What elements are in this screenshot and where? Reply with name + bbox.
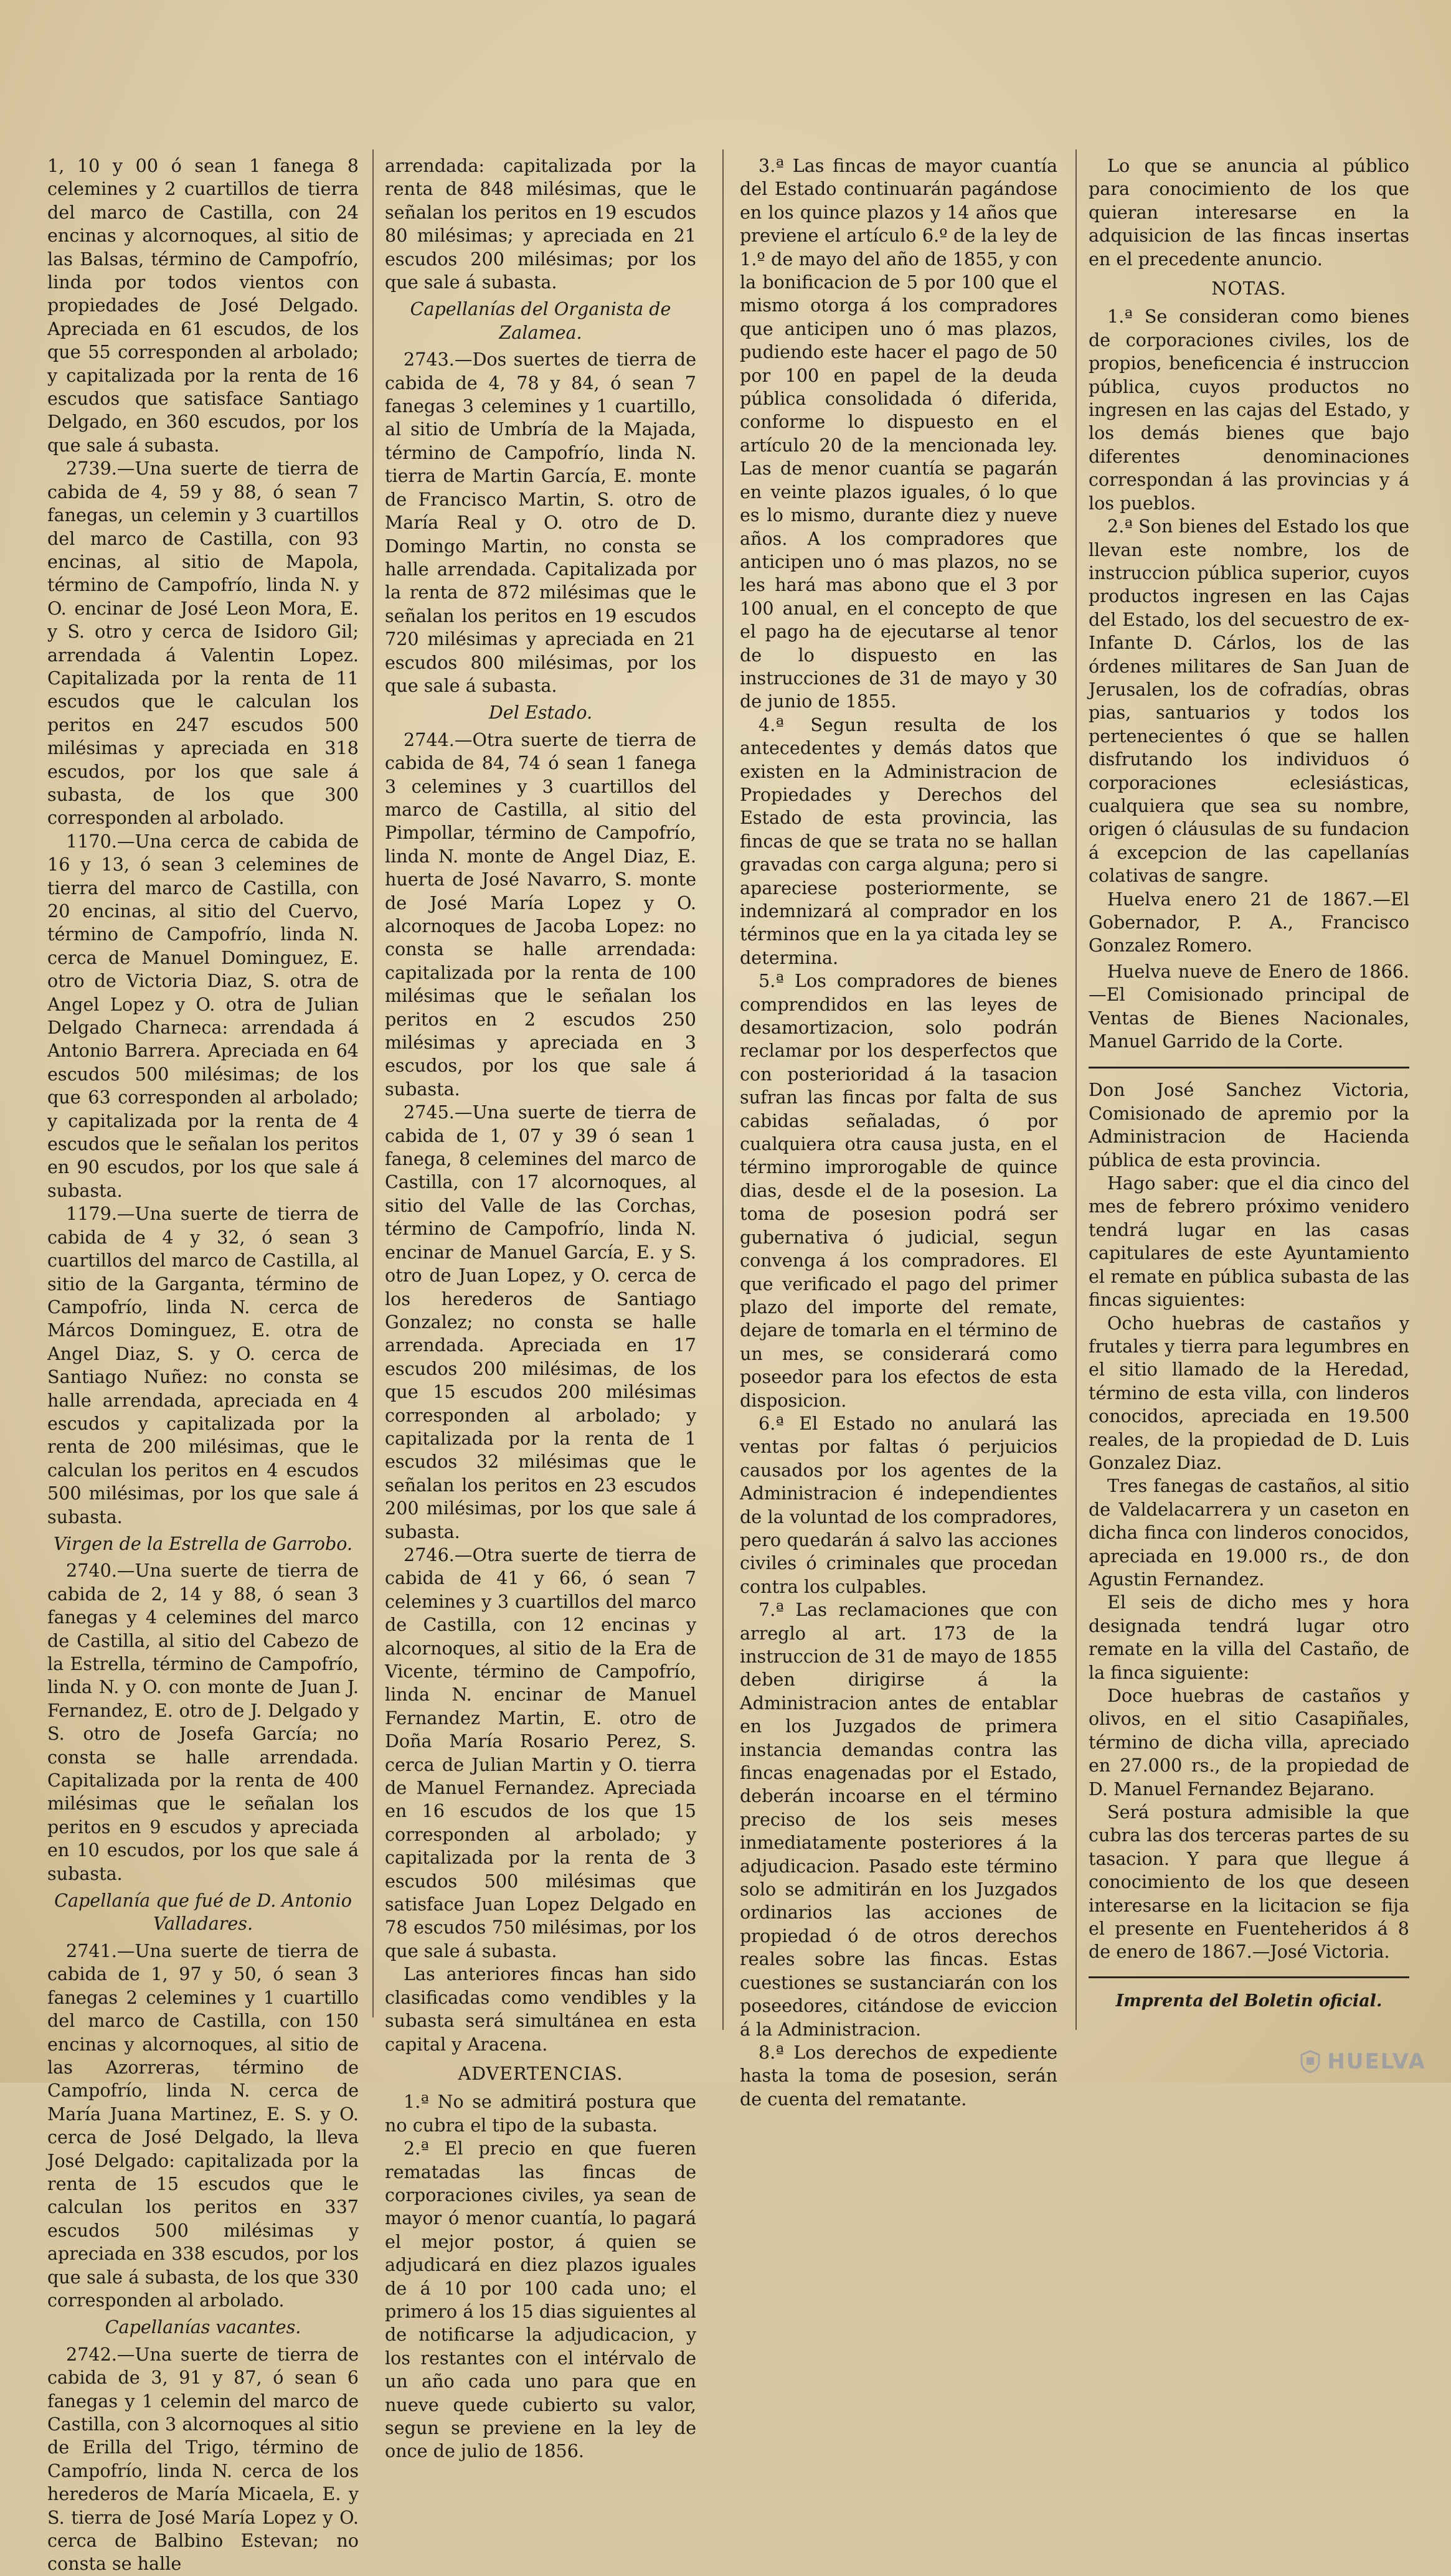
paragraph: 2.ª Son bienes del Estado los que llevan este nombre, los de instruccion pública superior, cuyos productos ingresen en las Cajas del Estado, los del secuestro de ex-Infante D. Cárlos, los de las órdenes militares de San Juan de Jerusalen, los de cofradías, obras pias, santuarios y todos los pertenecientes ó que se hallen disfrutando los individuos ó corporaciones eclesiásticas, cualquiera que sea su nombre, origen ó cláusulas de su fundacion á excepcion de las capellanías colativas de sangre. [1089,516,1409,887]
section-heading: Capellanías del Organista de Zalamea. [410,298,671,343]
paragraph: 2746.—Otra suerte de tierra de cabida de 41 y 66, ó sean 7 celemines y 3 cuartillos del marco de Castilla, con 12 encinas y alcornoques, al sitio de la Era de Vicente, término de Campofrío, linda N. encinar de Manuel Fernandez Martin, E. otro de Doña María Rosario Perez, S. cerca de Julian Martin y O. tierra de Manuel Fernandez. Apreciada en 16 escudos de los que 15 corresponden al arbolado; y capitalizada por la renta de 3 escudos 500 milésimas que satisface Juan Lopez Delgado en 78 escudos 750 milésimas, por los que sale á subasta. [385,1544,696,1961]
advertencias-heading: ADVERTENCIAS. [458,2062,623,2084]
paragraph: 2.ª El precio en que fueren rematadas las fincas de corporaciones civiles, ya sean de mayor ó menor cuantía, lo pagará el mejor postor, á quien se adjudicará en diez plazos iguales de á 10 por 100 cada uno; el primero á los 15 dias siguientes al de notificarse la adjudicacion, y los restantes con el intérvalo de un año cada uno para que en nueve quede cubierto su valor, segun se previene en la ley de once de julio de 1856. [385,2138,696,2462]
section-heading: Capellanía que fué de D. Antonio Valladares. [54,1890,352,1935]
section-heading: Capellanías vacantes. [105,2316,301,2338]
section-heading: Virgen de la Estrella de Garrobo. [53,1532,353,1554]
column-1 [47,154,359,2576]
section-divider [1089,1067,1409,1069]
paragraph: Ocho huebras de castaños y frutales y tierra para legumbres en el sitio llamado de la Heredad, término de esta villa, con linderos conocidos, apreciada en 19.500 reales, de la propiedad de D. Luis Gonzalez Diaz. [1089,1312,1409,1473]
paragraph: 2739.—Una suerte de tierra de cabida de 4, 59 y 88, ó sean 7 fanegas, un celemin y 3 cuartillos del marco de Castilla, con 93 encinas, al sitio de Mapola, término de Campofrío, linda N. y O. encinar de José Leon Mora, E. y S. otro y cerca de Isidoro Gil; arrendada á Valentin Lopez. Capitalizada por la renta de 11 escudos que le calculan los peritos en 247 escudos 500 milésimas y apreciada en 318 escudos, por los que sale á subasta, de los que 300 corresponden al arbolado. [47,458,359,829]
paragraph: Hago saber: que el dia cinco del mes de febrero próximo venidero tendrá lugar en las casas capitulares de este Ayuntamiento el remate en pública subasta de las fincas siguientes: [1089,1172,1409,1311]
column-4 [1089,154,1409,2012]
paragraph: 2741.—Una suerte de tierra de cabida de 1, 97 y 50, ó sean 3 fanegas 2 celemines y 1 cuartillo del marco de Castilla, con 150 encinas y alcornoques, al sitio de las Azorreras, término de Campofrío, linda N. cerca de María Juana Martinez, E. S. y O. cerca de José Delgado, la lleva José Delgado: capitalizada por la renta de 15 escudos que le calculan los peritos en 337 escudos 500 milésimas y apreciada en 338 escudos, por los que sale á subasta, de los que 330 corresponden al arbolado. [47,1940,359,2311]
paragraph: 7.ª Las reclamaciones que con arreglo al art. 173 de la instruccion de 31 de mayo de 1855 deben dirigirse á la Administracion antes de entablar en los Juzgados de primera instancia demandas contra las fincas enagenadas por el Estado, deberán incoarse en el término preciso de los seis meses inmediatamente posteriores á la adjudicacion. Pasado este término solo se admitirán en los Juzgados ordinarios las acciones de propiedad ó de otros derechos reales sobre las fincas. Estas cuestiones se sustanciarán con los poseedores, citándose de eviccion á la Administracion. [740,1599,1057,2040]
paragraph: 2740.—Una suerte de tierra de cabida de 2, 14 y 88, ó sean 3 fanegas y 4 celemines del marco de Castilla, al sitio del Cabezo de la Estrella, término de Campofrío, linda N. y O. con monte de Juan J. Fernandez, E. otro de J. Delgado y S. otro de Josefa García; no consta se halle arrendada. Capitalizada por la renta de 400 milésimas que le señalan los peritos en 9 escudos y apreciada en 10 escudos, por los que sale á subasta. [47,1560,359,1884]
paragraph: Será postura admisible la que cubra las dos terceras partes de su tasacion. Y para que llegue á conocimiento de los que deseen interesarse en la licitacion se fija el presente en Fuenteheridos á 8 de enero de 1867.—José Victoria. [1089,1801,1409,1963]
column-rule [722,149,724,2030]
paragraph: 1170.—Una cerca de cabida de 16 y 13, ó sean 3 celemines de tierra del marco de Castilla, con 20 encinas, al sitio del Cuervo, término de Campofrío, linda N. cerca de Manuel Dominguez, E. otro de Victoria Diaz, S. otra de Angel Lopez y O. otra de Julian Delgado Charneca: arrendada á Antonio Barrera. Apreciada en 64 escudos 500 milésimas; de los que 63 corresponden al arbolado; y capitalizada por la renta de 4 escudos que le señalan los peritos en 90 escudos, por los que sale á subasta. [47,830,359,1201]
paragraph: 2742.—Una suerte de tierra de cabida de 3, 91 y 87, ó sean 6 fanegas y 1 celemin del marco de Castilla, con 3 alcornoques al sitio de Erilla del Trigo, término de Campofrío, linda N. cerca de los herederos de María Micaela, E. y S. tierra de José María Lopez y O. cerca de Balbino Estevan; no consta se halle [47,2343,359,2575]
paragraph: Don José Sanchez Victoria, Comisionado de apremio por la Administracion de Hacienda pública de esta provincia. [1089,1079,1409,1171]
column-rule [1075,149,1077,2030]
paragraph: 1.ª No se admitirá postura que no cubra el tipo de la subasta. [385,2091,696,2136]
paragraph: 1.ª Se consideran como bienes de corporaciones civiles, los de propios, beneficencia é instruccion pública, cuyos productos no ingresen en las cajas del Estado, y los demás bienes que bajo diferentes denominaciones correspondan á las provincias y á los pueblos. [1089,306,1409,514]
paragraph: 8.ª Los derechos de expediente hasta la toma de posesion, serán de cuenta del rematante. [740,2041,1057,2110]
column-rule [372,149,374,2017]
seal-icon [1300,2050,1321,2074]
watermark [1300,2049,1426,2074]
paragraph: Doce huebras de castaños y olivos, en el sitio Casapiñales, término de dicha villa, apreciado en 27.000 rs., de la propiedad de D. Manuel Fernandez Bejarano. [1089,1685,1409,1800]
paragraph: Lo que se anuncia al público para conocimiento de los que quieran interesarse en la adquisicion de las fincas insertas en el precedente anuncio. [1089,155,1409,270]
notas-heading: NOTAS. [1211,278,1287,300]
paragraph: 2743.—Dos suertes de tierra de cabida de 4, 78 y 84, ó sean 7 fanegas 3 celemines y 1 cuartillo, al sitio de Umbría de la Majada, término de Campofrío, linda N. tierra de Martin García, E. monte de Francisco Martin, S. otro de María Real y O. otro de D. Domingo Martin, no consta se halle arrendada. Capitalizada por la renta de 872 milésimas que le señalan los peritos en 19 escudos 720 milésimas y apreciada en 21 escudos 800 milésimas, por los que sale á subasta. [385,349,696,696]
paragraph: 5.ª Los compradores de bienes comprendidos en las leyes de desamortizacion, solo podrán reclamar por los desperfectos que con posterioridad á la tasacion sufran las fincas por falta de sus cabidas señaladas, ó por cualquiera otra causa justa, en el término improrogable de quince dias, desde el de la posesion. La toma de posesion podrá ser gubernativa ó judicial, segun convenga á los compradores. El que verificado el pago del primer plazo del importe del remate, dejare de tomarla en el término de un mes, se considerará como poseedor para los efectos de esta disposicion. [740,970,1057,1411]
paragraph: Tres fanegas de castaños, al sitio de Valdelacarrera y un caseton en dicha finca con linderos conocidos, apreciada en 19.000 rs., de don Agustin Fernandez. [1089,1475,1409,1590]
paragraph: 1, 10 y 00 ó sean 1 fanega 8 celemines y 2 cuartillos de tierra del marco de Castilla, con 24 encinas y alcornoques, al sitio de las Balsas, término de Campofrío, linda por todos vientos con propiedades de José Delgado. Apreciada en 61 escudos, de los que 55 corresponden al arbolado; y capitalizada por la renta de 16 escudos que satisface Santiago Delgado, en 360 escudos, por los que sale á subasta. [47,155,359,456]
paragraph: arrendada: capitalizada por la renta de 848 milésimas, que le señalan los peritos en 19 escudos 80 milésimas; y apreciada en 21 escudos 200 milésimas; por los que sale á subasta. [385,155,696,293]
section-heading: Del Estado. [488,702,593,724]
signature-line: Huelva enero 21 de 1867.—El Gobernador, P. A., Francisco Gonzalez Romero. [1089,888,1409,956]
paragraph: 2745.—Una suerte de tierra de cabida de 1, 07 y 39 ó sean 1 fanega, 8 celemines del marco de Castilla, con 17 alcornoques, al sitio del Valle de las Corchas, término de Campofrío, linda N. encinar de Manuel García, E. y S. otro de Juan Lopez, y O. cerca de los herederos de Santiago Gonzalez; no consta se halle arrendada. Apreciada en 17 escudos 200 milésimas, de los que 15 escudos 200 milésimas corresponden al arbolado; y capitalizada por la renta de 1 escudos 32 milésimas que le señalan los peritos en 23 escudos 200 milésimas, por los que sale á subasta. [385,1102,696,1542]
imprint-line: Imprenta del Boletin oficial. [1115,1991,1382,2011]
signature-line: Huelva nueve de Enero de 1866.—El Comisionado principal de Ventas de Bienes Nacionales, Manuel Garrido de la Corte. [1089,960,1409,1052]
section-divider [1089,1976,1409,1978]
watermark-text: HUELVA [1327,2049,1426,2074]
paragraph: 2744.—Otra suerte de tierra de cabida de 84, 74 ó sean 1 fanega 3 celemines y 3 cuartillos del marco de Castilla, al sitio del Pimpollar, término de Campofrío, linda N. monte de Angel Diaz, E. huerta de José Navarro, S. monte de José María Lopez y O. alcornoques de Jacoba Lopez: no consta se halle arrendada: capitalizada por la renta de 100 milésimas que le señalan los peritos en 2 escudos 250 milésimas y apreciada en 3 escudos, por los que sale á subasta. [385,729,696,1100]
paragraph: 3.ª Las fincas de mayor cuantía del Estado continuarán pagándose en los quince plazos y 14 años que previene el artículo 6.º de la ley de 1.º de mayo del año de 1855, y con la bonificacion de 5 por 100 que el mismo otorga á los compradores que anticipen uno ó mas plazos, pudiendo este hacer el pago de 50 por 100 en papel de la deuda pública consolidada ó diferida, conforme lo dispuesto en el artículo 20 de la mencionada ley. Las de menor cuantía se pagarán en veinte plazos iguales, ó lo que es lo mismo, durante diez y nueve años. A los compradores que anticipen uno ó mas plazos, no se les hará mas abono que el 3 por 100 anual, en el concepto de que el pago ha de ejecutarse al tenor de lo dispuesto en las instrucciones de 31 de mayo y 30 de junio de 1855. [740,155,1057,712]
paragraph: El seis de dicho mes y hora designada tendrá lugar otro remate en la villa del Castaño, de la finca siguiente: [1089,1592,1409,1683]
paragraph: 4.ª Segun resulta de los antecedentes y demás datos que existen en la Administracion de Propiedades y Derechos del Estado de esta provincia, las fincas de que se trata no se hallan gravadas con carga alguna; pero si apareciese posteriormente, se indemnizará al comprador en los términos que en la ya citada ley se determina. [740,714,1057,968]
paragraph: Las anteriores fincas han sido clasificadas como vendibles y la subasta será simultánea en esta capital y Aracena. [385,1963,696,2055]
column-3 [740,154,1057,2111]
paragraph: 1179.—Una suerte de tierra de cabida de 4 y 32, ó sean 3 cuartillos del marco de Castilla, al sitio de la Garganta, término de Campofrío, linda N. cerca de Márcos Dominguez, E. otra de Angel Diaz, S. y O. cerca de Santiago Nuñez: no consta se halle arrendada, apreciada en 4 escudos y capitalizada por la renta de 200 milésimas, que le calculan los peritos en 4 escudos 500 milésimas, por los que sale á subasta. [47,1203,359,1527]
paragraph: 6.ª El Estado no anulará las ventas por faltas ó perjuicios causados por los agentes de la Administracion é independientes de la voluntad de los compradores, pero quedarán á salvo las acciones civiles ó criminales que procedan contra los culpables. [740,1412,1057,1597]
column-2 [385,154,696,2463]
